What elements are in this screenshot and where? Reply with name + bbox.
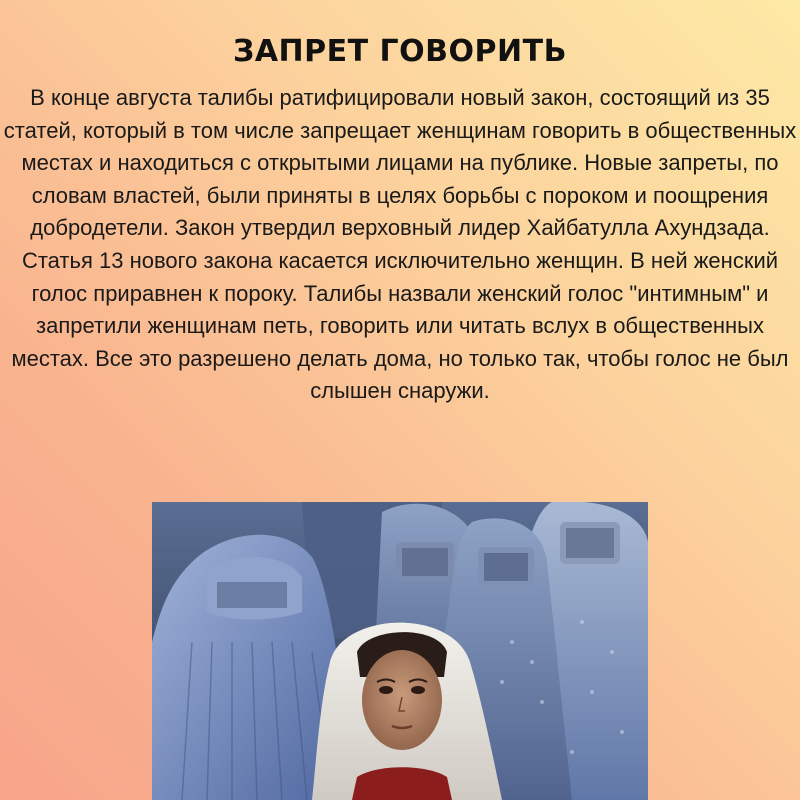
page-title: ЗАПРЕТ ГОВОРИТЬ [233,34,567,69]
article-body [2,82,798,408]
article-photo [152,502,648,800]
paragraph-1: В конце августа талибы ратифицировали новый закон, состоящий из 35 статей, который в том числе запрещает женщинам говорить в общественных местах и находиться с открытыми лицами на публике. Новые запреты, по словам властей, были приняты в целях борьбы с пороком и поощрения добродетели. Закон утвердил верховный лидер Хайбатулла Ахундзада. [3,85,797,241]
paragraph-2: Статья 13 нового закона касается исключительно женщин. В ней женский голос приравнен к пороку. Талибы назвали женский голос "интимным" и запретили женщинам петь, говорить или читать вслух в общественных местах. Все это разрешено делать дома, но только так, чтобы голос не был слышен снаружи. [11,247,789,404]
photo-illustration [152,502,648,800]
